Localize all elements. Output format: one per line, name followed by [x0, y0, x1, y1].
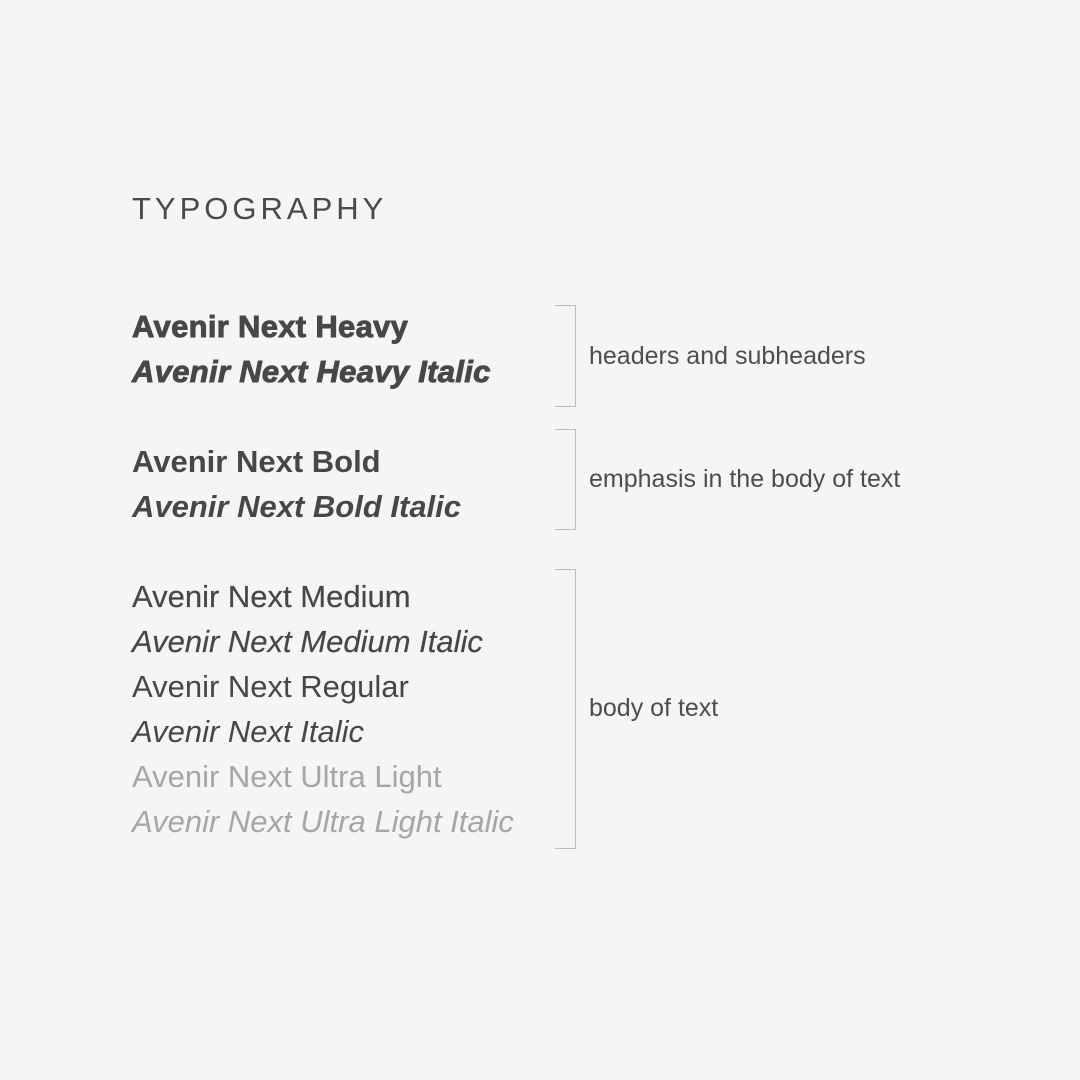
- font-sample-heavy-italic: Avenir Next Heavy Italic: [132, 354, 491, 389]
- font-sample-regular: Avenir Next Regular: [132, 669, 409, 704]
- font-sample-bold-italic: Avenir Next Bold Italic: [132, 489, 462, 524]
- page-title: TYPOGRAPHY: [132, 191, 388, 226]
- group-bracket-emphasis: [555, 429, 576, 530]
- font-sample-bold: Avenir Next Bold: [132, 444, 381, 479]
- group-bracket-body: [555, 569, 576, 849]
- font-sample-heavy: Avenir Next Heavy: [132, 309, 409, 344]
- usage-label-body: body of text: [589, 694, 719, 722]
- font-sample-medium-italic: Avenir Next Medium Italic: [132, 624, 483, 659]
- font-sample-italic: Avenir Next Italic: [132, 714, 365, 749]
- font-sample-ultra-light: Avenir Next Ultra Light: [132, 759, 442, 794]
- usage-label-headers: headers and subheaders: [589, 342, 866, 370]
- usage-label-emphasis: emphasis in the body of text: [589, 465, 901, 493]
- font-sample-ultra-light-italic: Avenir Next Ultra Light Italic: [132, 804, 514, 839]
- font-sample-medium: Avenir Next Medium: [132, 579, 411, 614]
- group-bracket-headers: [555, 305, 576, 407]
